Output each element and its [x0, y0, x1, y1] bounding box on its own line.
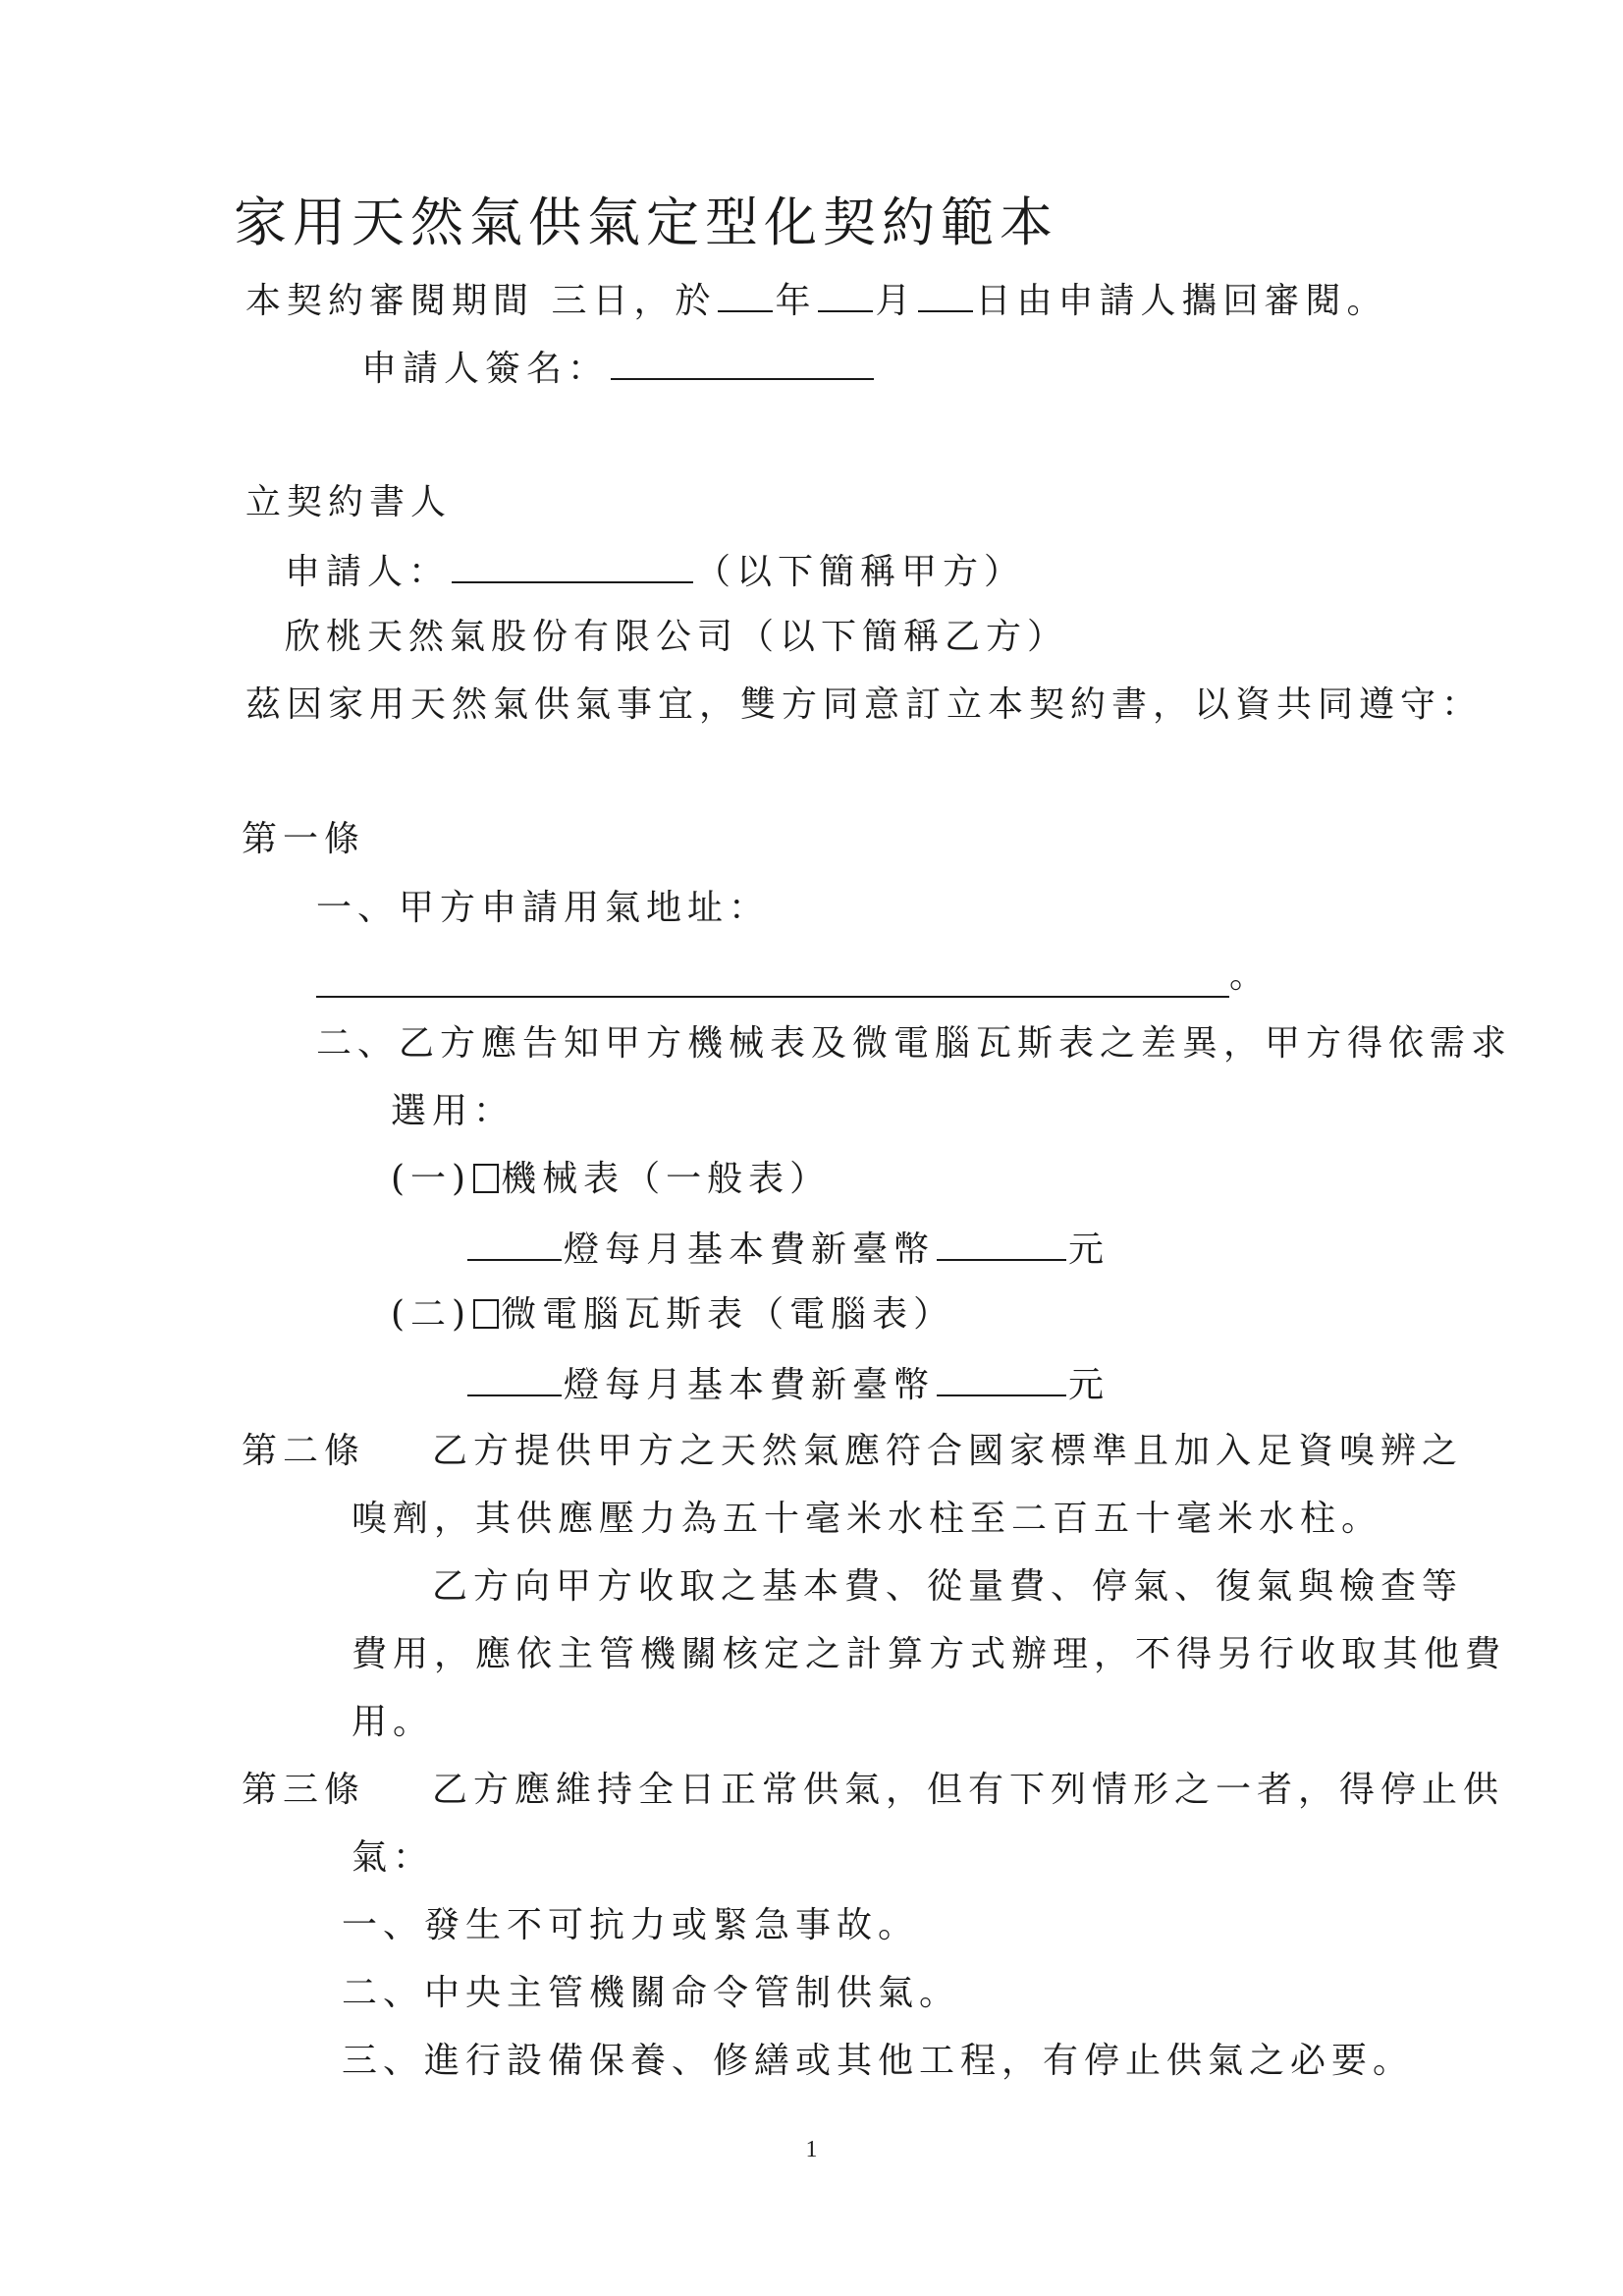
option1-fee-line [465, 1230, 1109, 1268]
article2-heading: 第二條 [242, 1431, 366, 1471]
option-smart-meter [391, 1294, 955, 1335]
article3-item3: 三、進行設備保養、修繕或其他工程，有停止供氣之必要。 [342, 2041, 1415, 2081]
option2-fee-amount-blank[interactable] [937, 1365, 1066, 1396]
article2-p2-line3: 用。 [352, 1702, 435, 1742]
applicant-suffix: （以下簡稱甲方） [695, 552, 1026, 592]
review-month-blank[interactable] [818, 281, 873, 312]
article1-item2-line1: 二、乙方應告知甲方機械表及微電腦瓦斯表之差異，甲方得依需求 [316, 1023, 1513, 1064]
article3-line1: 乙方應維持全日正常供氣，但有下列情形之一者，得停止供 [432, 1770, 1505, 1810]
option2-fee-text: 燈每月基本費新臺幣 [564, 1365, 936, 1405]
option2-fee-line [465, 1365, 1109, 1403]
option2-lamp-count-blank[interactable] [467, 1365, 562, 1396]
article3-line2: 氣： [352, 1837, 435, 1878]
review-year-label: 年 [775, 281, 817, 321]
article2-p1-line1: 乙方提供甲方之天然氣應符合國家標準且加入足資嗅辨之 [432, 1431, 1464, 1471]
applicant-name-blank[interactable] [452, 552, 693, 583]
review-suffix: 日由申請人攜回審閱。 [975, 281, 1388, 321]
option2-label: 微電腦瓦斯表（電腦表） [501, 1294, 955, 1335]
option-mechanical-meter [391, 1159, 832, 1199]
option1-prefix: (一) [391, 1159, 472, 1199]
article3-item1: 一、發生不可抗力或緊急事故。 [342, 1905, 920, 1945]
applicant-line [285, 552, 1025, 590]
article1-heading: 第一條 [242, 819, 366, 859]
review-prefix: 本契約審閱期間 三日，於 [245, 281, 717, 321]
article1-item1: 一、甲方申請用氣地址： [316, 888, 771, 928]
option1-fee-amount-blank[interactable] [937, 1230, 1066, 1261]
address-end-mark: 。 [1229, 956, 1271, 996]
smart-meter-checkbox[interactable] [473, 1299, 499, 1329]
article2-p2-line2: 費用，應依主管機關核定之計算方式辦理，不得另行收取其他費 [352, 1634, 1507, 1674]
mechanical-meter-checkbox[interactable] [473, 1164, 499, 1193]
signature-blank[interactable] [611, 349, 874, 380]
option2-prefix: (二) [391, 1294, 472, 1335]
article3-item2: 二、中央主管機關命令管制供氣。 [342, 1973, 961, 2013]
article1-item2-line2: 選用： [391, 1091, 515, 1131]
preamble: 茲因家用天然氣供氣事宜，雙方同意訂立本契約書，以資共同遵守： [245, 684, 1484, 725]
review-year-blank[interactable] [718, 281, 773, 312]
parties-heading: 立契約書人 [245, 482, 453, 522]
option1-fee-unit: 元 [1068, 1230, 1110, 1270]
option1-lamp-count-blank[interactable] [467, 1230, 562, 1261]
option2-fee-unit: 元 [1068, 1365, 1110, 1405]
document-title: 家用天然氣供氣定型化契約範本 [234, 191, 1058, 253]
review-period-line [245, 281, 1388, 319]
review-day-blank[interactable] [918, 281, 973, 312]
address-blank[interactable] [316, 996, 1229, 998]
company-line: 欣桃天然氣股份有限公司（以下簡稱乙方） [285, 617, 1069, 657]
signature-label: 申請人簽名： [361, 349, 610, 389]
article3-heading: 第三條 [242, 1770, 366, 1810]
option1-label: 機械表（一般表） [501, 1159, 832, 1199]
signature-line [361, 349, 876, 387]
review-month-label: 月 [875, 281, 917, 321]
applicant-label: 申請人： [285, 552, 451, 592]
article2-p1-line2: 嗅劑，其供應壓力為五十毫米水柱至二百五十毫米水柱。 [352, 1499, 1383, 1539]
article2-p2-line1: 乙方向甲方收取之基本費、從量費、停氣、復氣與檢查等 [432, 1566, 1464, 1607]
option1-fee-text: 燈每月基本費新臺幣 [564, 1230, 936, 1270]
page-number: 1 [805, 2137, 818, 2162]
